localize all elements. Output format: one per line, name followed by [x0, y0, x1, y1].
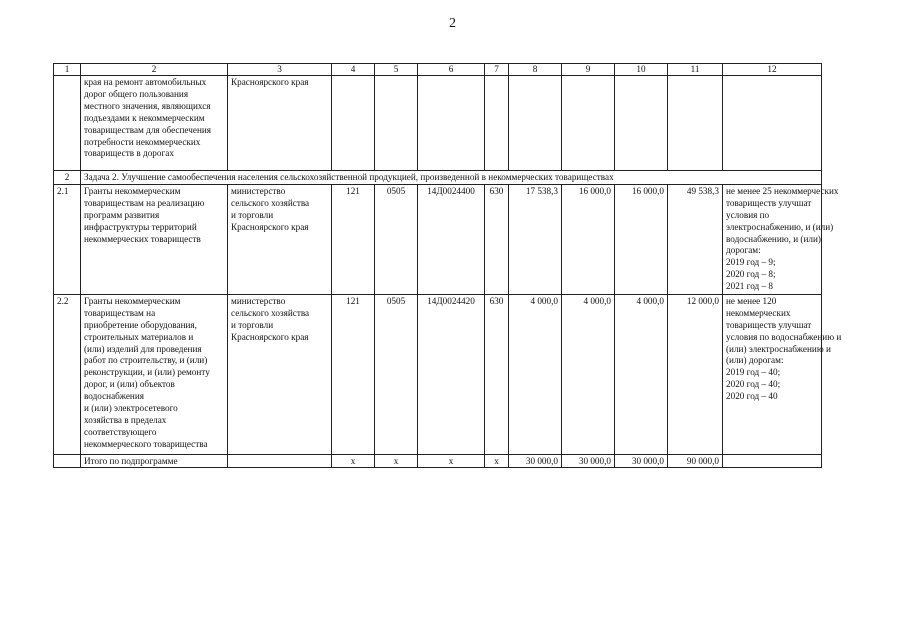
organization-line: министерство — [231, 185, 286, 196]
column-number-header: 2 — [81, 64, 228, 76]
year-2019-cell: 30 000,0 — [509, 454, 562, 467]
measure-name-line: местного значения, являющихся — [84, 100, 211, 111]
measure-name-line: потребности некоммерческих — [84, 136, 201, 147]
vr-cell: 630 — [485, 294, 509, 454]
year-2021-cell: 4 000,0 — [615, 294, 668, 454]
year-2019-cell — [509, 76, 562, 171]
column-number-header-row — [54, 64, 822, 76]
task-title-cell: Задача 2. Улучшение самообеспечения населения сельскохозяйственной продукцией, произведенной в некоммерческих товариществах — [81, 171, 822, 185]
measure-name-line: строительных материалов и — [84, 331, 194, 342]
expected-result-line: товариществ улучшат — [726, 319, 812, 330]
measure-name-line: работ по строительству, и (или) — [84, 355, 208, 366]
year-2019-cell: 17 538,3 — [509, 184, 562, 294]
rzpr-cell — [375, 76, 418, 171]
measure-name-line: дорог общего пользования — [84, 88, 189, 99]
expected-result-line: 2020 год – 40; — [726, 379, 781, 390]
rzpr-cell: 0505 — [375, 294, 418, 454]
expected-result-line: (или) дорогам: — [726, 355, 784, 366]
measure-name-line: приобретение оборудования, — [84, 319, 197, 330]
measure-name-line: хозяйства в пределах — [84, 414, 167, 425]
measure-name-line: реконструкции, и (или) ремонту — [84, 367, 210, 378]
subprogram-measures-table — [53, 63, 842, 468]
measure-name-line: края на ремонт автомобильных — [84, 77, 207, 87]
row-number-cell: 2.1 — [54, 184, 81, 294]
organization-cell — [228, 184, 332, 294]
vr-cell: 630 — [485, 184, 509, 294]
column-number-header: 8 — [509, 64, 562, 76]
measure-name-line: соответствующего — [84, 426, 157, 437]
period-total-cell: 12 000,0 — [668, 294, 723, 454]
csr-cell: 14Д0024400 — [418, 184, 485, 294]
csr-cell: х — [418, 454, 485, 467]
row-number-cell — [54, 76, 81, 171]
measure-name-line: товариществам для обеспечения — [84, 124, 212, 135]
measure-name-line: (или) изделий для проведения — [84, 343, 202, 354]
expected-result-line: электроснабжению, и (или) — [726, 221, 834, 232]
organization-line: сельского хозяйства — [231, 307, 310, 318]
organization-line: Красноярского края — [231, 331, 309, 342]
table-row — [54, 184, 822, 294]
column-number-header: 6 — [418, 64, 485, 76]
organization-line: и торговли — [231, 209, 274, 220]
expected-result-line: водоснабжению, и (или) — [726, 233, 821, 244]
expected-result-line: не менее 25 некоммерческих — [726, 185, 839, 196]
table-row — [54, 294, 822, 454]
expected-result-line: (или) электроснабжению и — [726, 343, 831, 354]
expected-result-line: некоммерческих — [726, 307, 791, 318]
year-2021-cell: 30 000,0 — [615, 454, 668, 467]
column-number-header: 3 — [228, 64, 332, 76]
organization-cell — [228, 454, 332, 467]
period-total-cell — [668, 76, 723, 171]
task-number-cell: 2 — [54, 171, 81, 185]
expected-result-line: дорогам: — [726, 245, 761, 256]
organization-line: Красноярского края — [231, 77, 309, 87]
organization-line: Красноярского края — [231, 221, 309, 232]
organization-line: и торговли — [231, 319, 274, 330]
column-number-header: 12 — [723, 64, 822, 76]
continued-row — [54, 76, 822, 171]
page-number: 2 — [449, 16, 456, 31]
measure-name-line: и (или) электросетевого — [84, 403, 178, 414]
csr-cell — [418, 76, 485, 171]
expected-result-cell — [723, 294, 842, 454]
year-2019-cell: 4 000,0 — [509, 294, 562, 454]
organization-line: министерство — [231, 295, 286, 306]
year-2020-cell: 30 000,0 — [562, 454, 615, 467]
grbs-cell: 121 — [332, 184, 375, 294]
expected-result-cell — [723, 184, 839, 294]
expected-result-line: условия по водоснабжению и — [726, 331, 842, 342]
measure-name-line: Гранты некоммерческим — [84, 185, 181, 196]
measure-name-line: Гранты некоммерческим — [84, 295, 181, 306]
row-number-cell: 2.2 — [54, 294, 81, 454]
rzpr-cell: 0505 — [375, 184, 418, 294]
vr-cell — [485, 76, 509, 171]
measure-name-line: программ развития — [84, 209, 160, 220]
column-number-header: 7 — [485, 64, 509, 76]
expected-result-line: 2019 год – 9; — [726, 257, 776, 268]
task-row — [54, 171, 822, 185]
total-label-cell: Итого по подпрограмме — [81, 454, 228, 467]
expected-result-line: 2020 год – 8; — [726, 269, 776, 280]
vr-cell: х — [485, 454, 509, 467]
organization-cell — [228, 76, 332, 171]
column-number-header: 9 — [562, 64, 615, 76]
measure-name-cell — [81, 76, 228, 171]
column-number-header: 11 — [668, 64, 723, 76]
expected-result-line: 2019 год – 40; — [726, 367, 781, 378]
measure-name-line: товариществам на — [84, 307, 156, 318]
rzpr-cell: х — [375, 454, 418, 467]
year-2021-cell — [615, 76, 668, 171]
expected-result-cell — [723, 454, 822, 467]
column-number-header: 1 — [54, 64, 81, 76]
measure-name-line: товариществ в дорогах — [84, 148, 174, 159]
year-2021-cell: 16 000,0 — [615, 184, 668, 294]
expected-result-line: товариществ улучшат — [726, 197, 812, 208]
year-2020-cell: 16 000,0 — [562, 184, 615, 294]
measure-name-line: товариществам на реализацию — [84, 197, 205, 208]
csr-cell: 14Д0024420 — [418, 294, 485, 454]
measure-name-line: дорог, и (или) объектов — [84, 379, 175, 390]
column-number-header: 10 — [615, 64, 668, 76]
column-number-header: 4 — [332, 64, 375, 76]
expected-result-line: 2021 год – 8 — [726, 281, 773, 292]
expected-result-line: не менее 120 — [726, 295, 777, 306]
measure-name-line: подъездами к некоммерческим — [84, 112, 205, 123]
measure-name-line: инфраструктуры территорий — [84, 221, 197, 232]
column-number-header: 5 — [375, 64, 418, 76]
expected-result-line: условия по — [726, 209, 770, 220]
organization-cell — [228, 294, 332, 454]
measure-name-cell — [81, 184, 228, 294]
year-2020-cell — [562, 76, 615, 171]
grbs-cell — [332, 76, 375, 171]
grbs-cell: х — [332, 454, 375, 467]
period-total-cell: 90 000,0 — [668, 454, 723, 467]
expected-result-cell — [723, 76, 822, 171]
total-row — [54, 454, 822, 467]
measure-name-line: некоммерческих товариществ — [84, 233, 201, 244]
grbs-cell: 121 — [332, 294, 375, 454]
expected-result-line: 2020 год – 40 — [726, 391, 778, 402]
period-total-cell: 49 538,3 — [668, 184, 723, 294]
measure-name-cell — [81, 294, 228, 454]
measure-name-line: некоммерческого товарищества — [84, 438, 208, 449]
measure-name-line: водоснабжения — [84, 391, 144, 402]
year-2020-cell: 4 000,0 — [562, 294, 615, 454]
row-number-cell — [54, 454, 81, 467]
organization-line: сельского хозяйства — [231, 197, 310, 208]
